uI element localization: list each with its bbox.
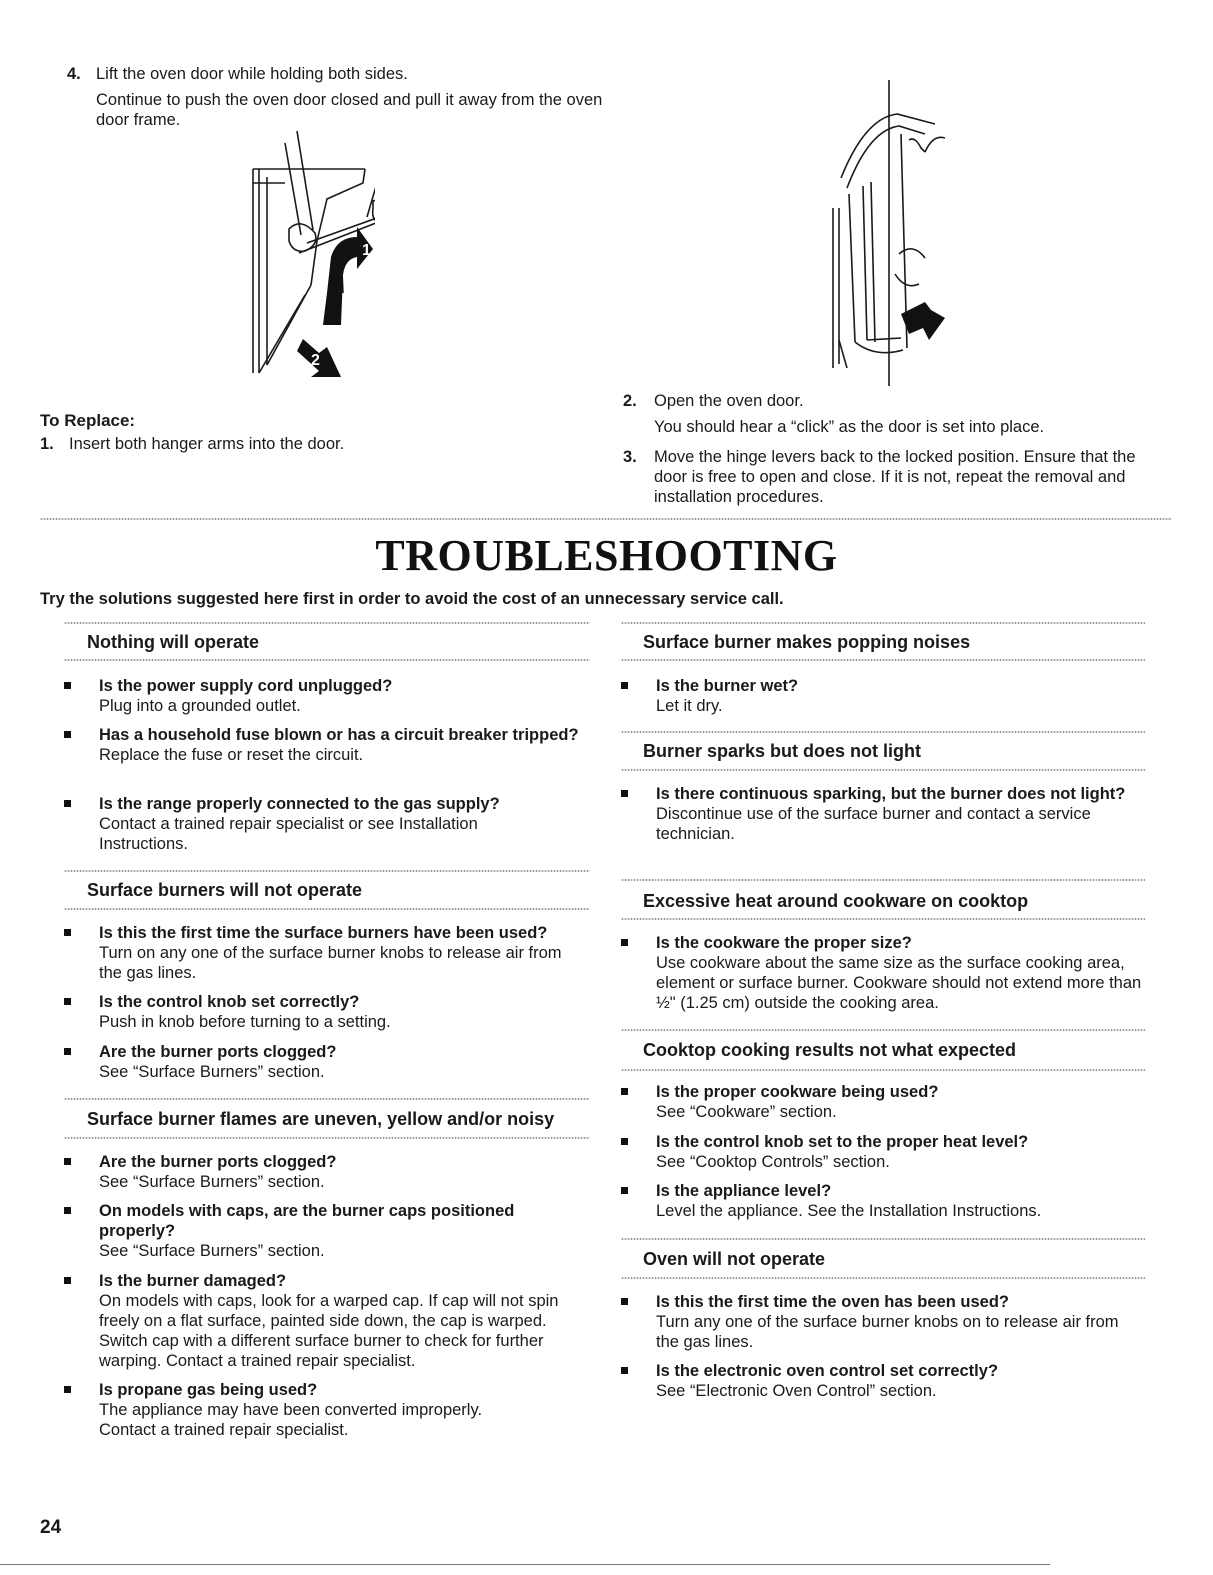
- page-title: TROUBLESHOOTING: [375, 531, 838, 580]
- section-title-cooktop-results: Cooktop cooking results not what expected: [643, 1040, 1017, 1060]
- step-number: 2.: [623, 392, 637, 410]
- answer: See “Surface Burners” section.: [99, 1173, 325, 1191]
- answer: See “Electronic Oven Control” section.: [656, 1382, 937, 1400]
- list-item: [621, 676, 1156, 716]
- section-rule: [64, 658, 590, 662]
- section-title-uneven-flames: Surface burner flames are uneven, yellow and/or noisy: [87, 1109, 555, 1129]
- section-title-surface-burners: Surface burners will not operate: [87, 880, 363, 900]
- bullet-icon: [64, 682, 71, 689]
- bullet-icon: [64, 929, 71, 936]
- step-text: Open the oven door.: [654, 392, 804, 410]
- question: Is there continuous sparking, but the burner does not light?: [656, 785, 1126, 803]
- section-rule: [621, 1237, 1145, 1241]
- bullet-icon: [621, 1367, 628, 1374]
- list-item: [64, 923, 594, 983]
- bullet-icon: [64, 998, 71, 1005]
- answer: See “Surface Burners” section.: [99, 1063, 325, 1081]
- section-rule: [621, 917, 1145, 921]
- question: Is the appliance level?: [656, 1182, 832, 1200]
- section-title-popping-noises: Surface burner makes popping noises: [643, 632, 971, 652]
- bullet-icon: [64, 800, 71, 807]
- section-rule: [64, 1136, 590, 1140]
- section-title-sparks-no-light: Burner sparks but does not light: [643, 741, 922, 761]
- bullet-icon: [621, 1298, 628, 1305]
- list-item: [64, 992, 594, 1032]
- step-subtext: Continue to push the oven door closed and pull it away from the oven door frame.: [96, 91, 603, 129]
- answer: The appliance may have been converted improperly. Contact a trained repair specialist.: [99, 1401, 483, 1439]
- bullet-icon: [64, 1048, 71, 1055]
- list-item: [621, 1181, 1156, 1221]
- section-title-excessive-heat: Excessive heat around cookware on cooktop: [643, 891, 1029, 911]
- section-rule: [621, 768, 1145, 772]
- bullet-icon: [64, 731, 71, 738]
- section-divider: [40, 517, 1172, 521]
- answer: See “Surface Burners” section.: [99, 1242, 325, 1260]
- question: Are the burner ports clogged?: [99, 1153, 337, 1171]
- list-item: [621, 1132, 1156, 1172]
- answer: Turn any one of the surface burner knobs on to release air from the gas lines.: [656, 1313, 1119, 1351]
- question: Has a household fuse blown or has a circuit breaker tripped?: [99, 726, 579, 744]
- step-number: 1.: [40, 435, 54, 453]
- answer: See “Cookware” section.: [656, 1103, 837, 1121]
- question: Are the burner ports clogged?: [99, 1043, 337, 1061]
- arrow-label-2: 2: [311, 352, 320, 369]
- list-item: [621, 1082, 1156, 1122]
- answer: Use cookware about the same size as the surface cooking area, element or surface burner. Cookware should not extend more than ½" (1.25 cm) outside the cooking area.: [656, 954, 1142, 1012]
- section-rule: [621, 658, 1145, 662]
- step-text: Lift the oven door while holding both sides.: [96, 65, 408, 83]
- list-item: [64, 1152, 594, 1192]
- question: Is this the first time the oven has been used?: [656, 1293, 1009, 1311]
- question: Is the burner damaged?: [99, 1272, 287, 1290]
- section-rule: [621, 1028, 1145, 1032]
- section-rule: [621, 730, 1145, 734]
- list-item: [621, 933, 1156, 1013]
- section-rule: [621, 1276, 1145, 1280]
- question: Is the power supply cord unplugged?: [99, 677, 393, 695]
- arrow-label-1: 1: [362, 242, 371, 259]
- replace-step-3: [623, 447, 1168, 507]
- question: Is the proper cookware being used?: [656, 1083, 939, 1101]
- question: On models with caps, are the burner caps positioned properly?: [99, 1202, 515, 1240]
- question: Is propane gas being used?: [99, 1381, 318, 1399]
- step-subtext: You should hear a “click” as the door is set into place.: [654, 418, 1045, 436]
- question: Is the control knob set to the proper heat level?: [656, 1133, 1029, 1151]
- list-item: [64, 1042, 594, 1082]
- answer: Replace the fuse or reset the circuit.: [99, 746, 364, 764]
- step-text: Insert both hanger arms into the door.: [69, 435, 345, 453]
- section-rule: [64, 907, 590, 911]
- question: Is the electronic oven control set correctly?: [656, 1362, 999, 1380]
- section-rule: [64, 621, 590, 625]
- list-item: [621, 784, 1156, 844]
- removal-step-4: [67, 64, 607, 130]
- list-item: [621, 1361, 1156, 1401]
- step-number: 4.: [67, 65, 81, 83]
- question: Is the range properly connected to the gas supply?: [99, 795, 500, 813]
- bullet-icon: [64, 1158, 71, 1165]
- page-number: 24: [40, 1517, 62, 1538]
- section-rule: [621, 621, 1145, 625]
- replace-step-2: [623, 391, 1168, 437]
- replace-step-1: [40, 434, 600, 454]
- section-title-nothing-operates: Nothing will operate: [87, 632, 260, 652]
- hinge-lever-illustration: [825, 78, 955, 388]
- section-rule: [621, 1068, 1145, 1072]
- intro-text: Try the solutions suggested here first in order to avoid the cost of an unnecessary service call.: [40, 590, 784, 608]
- answer: Plug into a grounded outlet.: [99, 697, 301, 715]
- bottom-rule: [0, 1564, 1050, 1565]
- bullet-icon: [621, 682, 628, 689]
- question: Is the cookware the proper size?: [656, 934, 912, 952]
- question: Is this the first time the surface burners have been used?: [99, 924, 548, 942]
- to-replace-heading: To Replace:: [40, 411, 136, 430]
- bullet-icon: [621, 790, 628, 797]
- list-item: [64, 676, 594, 716]
- answer: Contact a trained repair specialist or see Installation Instructions.: [99, 815, 478, 853]
- list-item: [621, 1292, 1156, 1352]
- list-item: [64, 1380, 594, 1440]
- question: Is the burner wet?: [656, 677, 799, 695]
- bullet-icon: [621, 939, 628, 946]
- list-item: [64, 1271, 594, 1371]
- section-rule: [64, 869, 590, 873]
- answer: On models with caps, look for a warped cap. If cap will not spin freely on a flat surface, painted side down, the cap is warped. Switch cap with a different surface burner to check for further warping. Contact a trained repair specialist.: [99, 1292, 559, 1370]
- bullet-icon: [64, 1386, 71, 1393]
- bullet-icon: [64, 1277, 71, 1284]
- list-item: [64, 794, 594, 854]
- section-rule: [621, 878, 1145, 882]
- bullet-icon: [621, 1187, 628, 1194]
- section-title-oven-not-operate: Oven will not operate: [643, 1249, 826, 1269]
- bullet-icon: [621, 1088, 628, 1095]
- question: Is the control knob set correctly?: [99, 993, 360, 1011]
- oven-door-lift-illustration: [245, 125, 375, 385]
- answer: Let it dry.: [656, 697, 723, 715]
- list-item: [64, 725, 594, 765]
- answer: Level the appliance. See the Installation Instructions.: [656, 1202, 1042, 1220]
- answer: Discontinue use of the surface burner and contact a service technician.: [656, 805, 1091, 843]
- answer: See “Cooktop Controls” section.: [656, 1153, 890, 1171]
- step-number: 3.: [623, 448, 637, 466]
- bullet-icon: [621, 1138, 628, 1145]
- answer: Push in knob before turning to a setting.: [99, 1013, 391, 1031]
- step-text: Move the hinge levers back to the locked position. Ensure that the door is free to open and close. If it is not, repeat the removal and installation procedures.: [654, 448, 1136, 506]
- bullet-icon: [64, 1207, 71, 1214]
- list-item: [64, 1201, 594, 1261]
- answer: Turn on any one of the surface burner knobs to release air from the gas lines.: [99, 944, 562, 982]
- section-rule: [64, 1097, 590, 1101]
